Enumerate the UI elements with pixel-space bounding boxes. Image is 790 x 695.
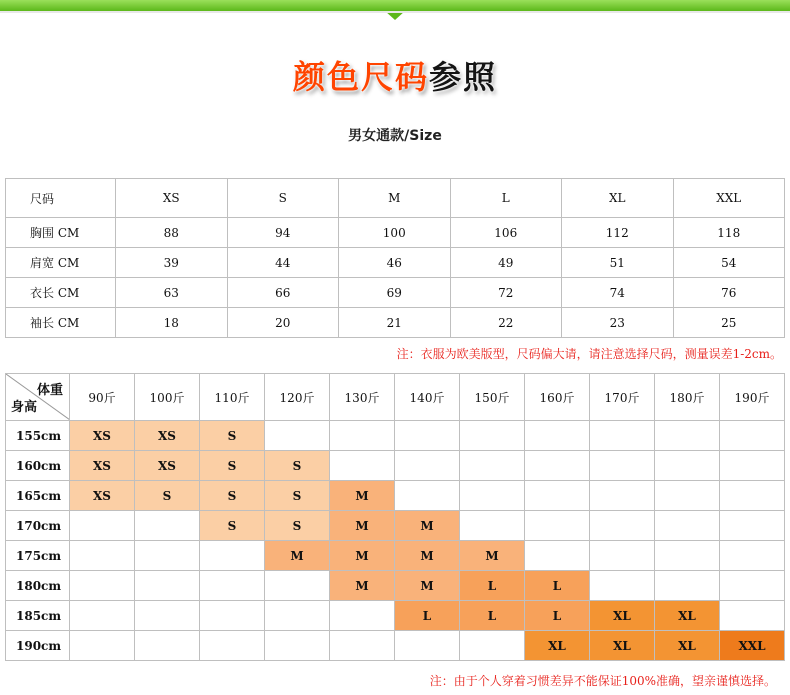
row-label: 袖长 CM [6,308,116,338]
size-chart-header-cell: XS [116,179,228,218]
table-cell: 39 [116,248,228,278]
table-cell: 25 [673,308,785,338]
table-cell: 72 [450,278,562,308]
empty-cell [200,571,265,601]
empty-cell [525,451,590,481]
table-cell: 54 [673,248,785,278]
size-chart-header-row [6,179,785,218]
empty-cell [200,601,265,631]
height-weight-table [5,373,785,661]
corner-weight-label: 体重 [36,383,63,398]
height-weight-note: 注：由于个人穿着习惯差异不能保证100%准确，望亲谨慎选择。 [429,674,776,688]
weight-column-header: 90斤 [70,374,135,421]
empty-cell [330,451,395,481]
empty-cell [590,541,655,571]
size-chart-header-cell: S [227,179,339,218]
size-cell: XL [655,601,720,631]
size-cell: S [200,481,265,511]
table-cell: 63 [116,278,228,308]
empty-cell [590,481,655,511]
weight-column-header: 130斤 [330,374,395,421]
empty-cell [70,571,135,601]
empty-cell [135,601,200,631]
height-row-label: 190cm [6,631,70,661]
subtitle: 男女通款/Size [348,128,442,144]
table-cell: 23 [562,308,674,338]
empty-cell [525,541,590,571]
size-chart-header-cell: XL [562,179,674,218]
table-row [6,451,785,481]
size-cell: XS [135,421,200,451]
height-row-label: 165cm [6,481,70,511]
table-cell: 22 [450,308,562,338]
size-cell: XL [590,631,655,661]
empty-cell [720,541,785,571]
table-cell: 69 [339,278,451,308]
size-cell: S [265,451,330,481]
size-cell: S [265,511,330,541]
empty-cell [330,601,395,631]
page-title-part2: 参照 [429,58,498,96]
weight-column-header: 110斤 [200,374,265,421]
weight-column-header: 150斤 [460,374,525,421]
table-cell: 51 [562,248,674,278]
table-cell: 88 [116,218,228,248]
empty-cell [460,481,525,511]
empty-cell [70,601,135,631]
table-row [6,421,785,451]
empty-cell [655,451,720,481]
height-row-label: 160cm [6,451,70,481]
weight-column-header: 120斤 [265,374,330,421]
size-cell: M [330,571,395,601]
empty-cell [590,511,655,541]
empty-cell [525,481,590,511]
empty-cell [720,601,785,631]
empty-cell [460,511,525,541]
size-cell: L [460,601,525,631]
size-chart-header-cell: XXL [673,179,785,218]
empty-cell [200,541,265,571]
height-row-label: 175cm [6,541,70,571]
size-cell: L [525,601,590,631]
corner-header-cell [6,374,70,421]
empty-cell [395,631,460,661]
empty-cell [720,571,785,601]
weight-column-header: 170斤 [590,374,655,421]
size-cell: XL [655,631,720,661]
height-row-label: 180cm [6,571,70,601]
weight-column-header: 180斤 [655,374,720,421]
table-row [6,308,785,338]
empty-cell [70,631,135,661]
size-cell: M [330,541,395,571]
table-cell: 112 [562,218,674,248]
empty-cell [525,421,590,451]
empty-cell [200,631,265,661]
empty-cell [590,421,655,451]
top-ribbon [0,0,790,22]
empty-cell [655,481,720,511]
empty-cell [330,421,395,451]
table-cell: 106 [450,218,562,248]
size-cell: L [460,571,525,601]
table-cell: 76 [673,278,785,308]
empty-cell [395,421,460,451]
page-title [0,52,790,98]
size-cell: XS [70,451,135,481]
height-row-label: 170cm [6,511,70,541]
weight-column-header: 100斤 [135,374,200,421]
size-chart-header-label: 尺码 [6,179,116,218]
table-row [6,248,785,278]
table-cell: 66 [227,278,339,308]
table-cell: 74 [562,278,674,308]
size-cell: M [395,541,460,571]
height-row-label: 155cm [6,421,70,451]
size-cell: S [265,481,330,511]
empty-cell [590,451,655,481]
table-row [6,571,785,601]
row-label: 肩宽 CM [6,248,116,278]
height-weight-header-row [6,374,785,421]
table-cell: 49 [450,248,562,278]
table-row [6,541,785,571]
table-cell: 21 [339,308,451,338]
table-cell: 118 [673,218,785,248]
page-title-part1: 颜色尺码 [292,58,429,96]
empty-cell [70,541,135,571]
table-cell: 44 [227,248,339,278]
size-cell: XL [525,631,590,661]
size-cell: L [525,571,590,601]
empty-cell [135,541,200,571]
empty-cell [395,451,460,481]
empty-cell [720,511,785,541]
empty-cell [655,571,720,601]
size-cell: M [395,511,460,541]
empty-cell [655,541,720,571]
size-cell: XXL [720,631,785,661]
table-row [6,601,785,631]
empty-cell [460,631,525,661]
size-cell: S [200,421,265,451]
corner-height-label: 身高 [11,400,38,415]
size-cell: S [200,511,265,541]
empty-cell [655,421,720,451]
empty-cell [70,511,135,541]
empty-cell [655,511,720,541]
weight-column-header: 160斤 [525,374,590,421]
empty-cell [460,451,525,481]
table-cell: 18 [116,308,228,338]
table-row [6,218,785,248]
size-cell: L [395,601,460,631]
table-row [6,631,785,661]
empty-cell [460,421,525,451]
table-cell: 94 [227,218,339,248]
empty-cell [265,601,330,631]
table-cell: 20 [227,308,339,338]
empty-cell [265,421,330,451]
empty-cell [590,571,655,601]
empty-cell [265,631,330,661]
table-cell: 46 [339,248,451,278]
table-row [6,278,785,308]
empty-cell [395,481,460,511]
size-cell: S [135,481,200,511]
size-cell: XS [70,421,135,451]
row-label: 衣长 CM [6,278,116,308]
size-cell: M [265,541,330,571]
empty-cell [135,571,200,601]
empty-cell [135,511,200,541]
size-cell: S [200,451,265,481]
empty-cell [265,571,330,601]
size-cell: M [395,571,460,601]
empty-cell [720,481,785,511]
size-chart-header-cell: L [450,179,562,218]
table-row [6,511,785,541]
empty-cell [525,511,590,541]
size-cell: M [330,511,395,541]
size-cell: XL [590,601,655,631]
size-chart-table [5,178,785,338]
table-row [6,481,785,511]
size-cell: XS [135,451,200,481]
empty-cell [720,451,785,481]
row-label: 胸围 CM [6,218,116,248]
empty-cell [135,631,200,661]
height-row-label: 185cm [6,601,70,631]
empty-cell [330,631,395,661]
empty-cell [720,421,785,451]
weight-column-header: 140斤 [395,374,460,421]
table-cell: 100 [339,218,451,248]
size-chart-header-cell: M [339,179,451,218]
size-cell: M [460,541,525,571]
size-cell: M [330,481,395,511]
size-chart-note: 注：衣服为欧美版型，尺码偏大请，请注意选择尺码，测量误差1-2cm。 [396,347,782,361]
size-cell: XS [70,481,135,511]
weight-column-header: 190斤 [720,374,785,421]
